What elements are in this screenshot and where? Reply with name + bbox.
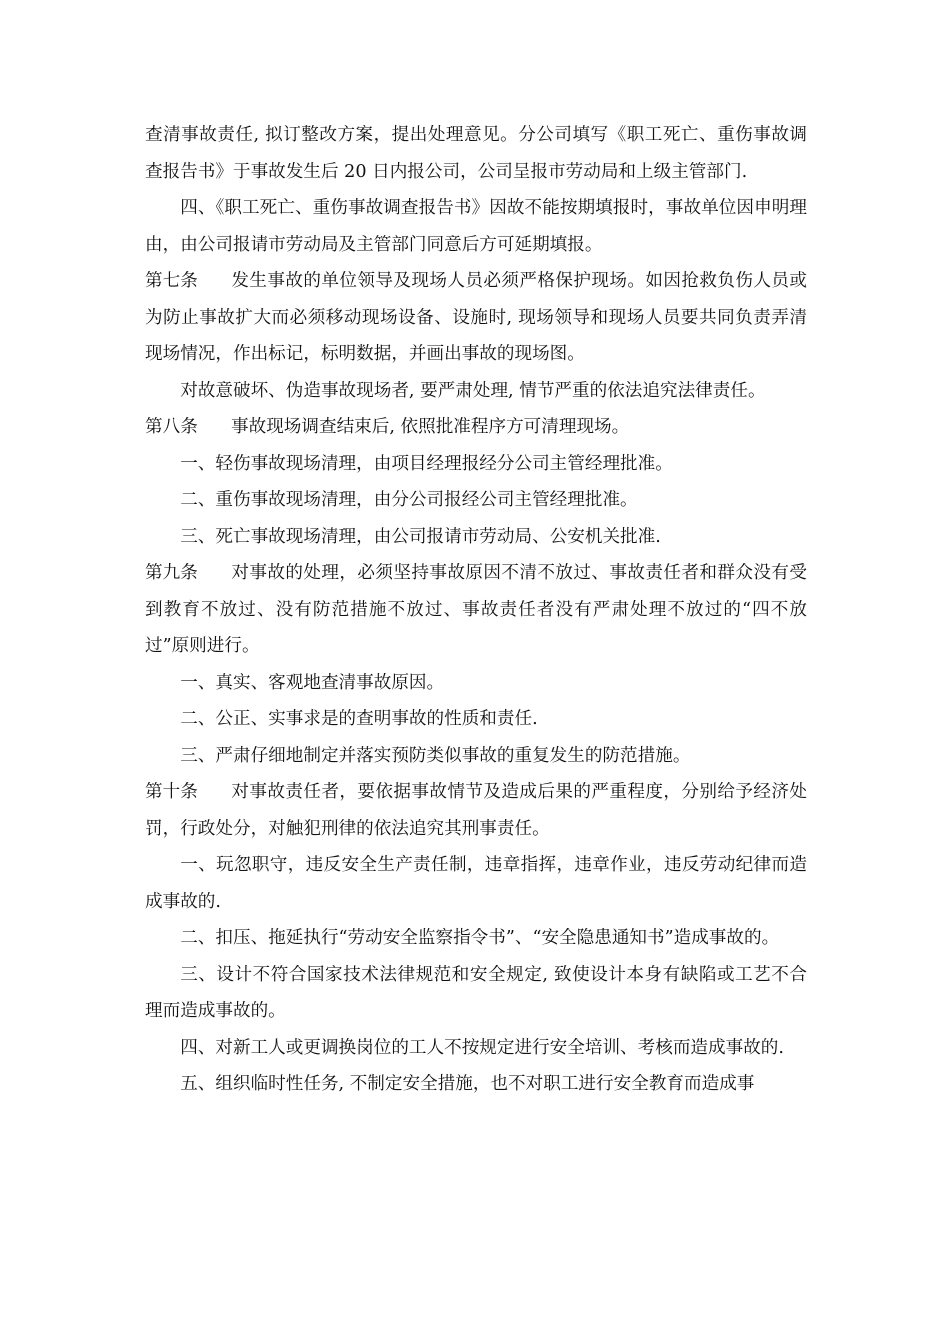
- paragraph-article-9-item-1: 一、真实、客观地查清事故原因。: [180, 672, 445, 693]
- paragraph-article-8-item-2: 二、重伤事故现场清理，由分公司报经公司主管经理批准。: [180, 490, 638, 510]
- paragraph-article-10-item-4: 四、对新工人或更调换岗位的工人不按规定进行安全培训、考核而造成事故的.: [180, 1037, 784, 1058]
- article-number: 第八条: [145, 417, 198, 437]
- paragraph-article-10-item-3: 三、设计不符合国家技术法律规范和安全规定, 致使设计本身有缺陷或工艺不合理而造成事故的。: [145, 964, 807, 1021]
- paragraph-article-9-item-2: 二、公正、实事求是的查明事故的性质和责任.: [180, 709, 538, 729]
- paragraph-article-9-item-3: 三、严肃仔细地制定并落实预防类似事故的重复发生的防范措施。: [180, 745, 691, 766]
- paragraph-article-8-item-1: 一、轻伤事故现场清理，由项目经理报经分公司主管经理批准。: [180, 453, 673, 474]
- paragraph-article-10: [145, 774, 807, 847]
- article-text: 对事故的处理，必须坚持事故原因不清不放过、事故责任者和群众没有受到教育不放过、没有防范措施不放过、事故责任者没有严肃处理不放过的“四不放过”原则进行。: [145, 563, 807, 656]
- article-number: 第十条: [145, 782, 198, 802]
- paragraph-article-9: [145, 555, 807, 665]
- article-text: 事故现场调查结束后, 依照批准程序方可清理现场。: [231, 417, 630, 437]
- paragraph-article-10-item-2: 二、扣压、拖延执行“劳动安全监察指令书”、“安全隐患通知书”造成事故的。: [180, 928, 780, 948]
- paragraph-clause-4: 四、《职工死亡、重伤事故调查报告书》因故不能按期填报时，事故单位因申明理由，由公司报请市劳动局及主管部门同意后方可延期填报。: [145, 198, 807, 255]
- paragraph-article-7-note: 对故意破坏、伪造事故现场者, 要严肃处理, 情节严重的依法追究法律责任。: [180, 380, 766, 401]
- paragraph-article-10-item-1: 一、玩忽职守，违反安全生产责任制，违章指挥，违章作业，违反劳动纪律而造成事故的.: [145, 855, 807, 912]
- document-body: [145, 117, 807, 1103]
- paragraph-continuation: 查清事故责任, 拟订整改方案，提出处理意见。分公司填写《职工死亡、重伤事故调查报告书》于事故发生后 20 日内报公司，公司呈报市劳动局和上级主管部门.: [145, 125, 807, 182]
- article-text: 发生事故的单位领导及现场人员必须严格保护现场。如因抢救负伤人员或为防止事故扩大而必须移动现场设备、设施时, 现场领导和现场人员要共同负责弄清现场情况，作出标记，标明数据，并画出事故的现场图。: [145, 271, 807, 364]
- paragraph-article-8-item-3: 三、死亡事故现场清理，由公司报请市劳动局、公安机关批准.: [180, 526, 661, 547]
- paragraph-article-7: [145, 263, 807, 373]
- paragraph-article-8: [145, 409, 807, 446]
- article-number: 第七条: [145, 271, 198, 291]
- article-text: 对事故责任者，要依据事故情节及造成后果的严重程度，分别给予经济处罚，行政处分，对触犯刑律的依法追究其刑事责任。: [145, 782, 807, 839]
- article-number: 第九条: [145, 563, 198, 583]
- paragraph-article-10-item-5: 五、组织临时性任务, 不制定安全措施，也不对职工进行安全教育而造成事: [180, 1074, 755, 1094]
